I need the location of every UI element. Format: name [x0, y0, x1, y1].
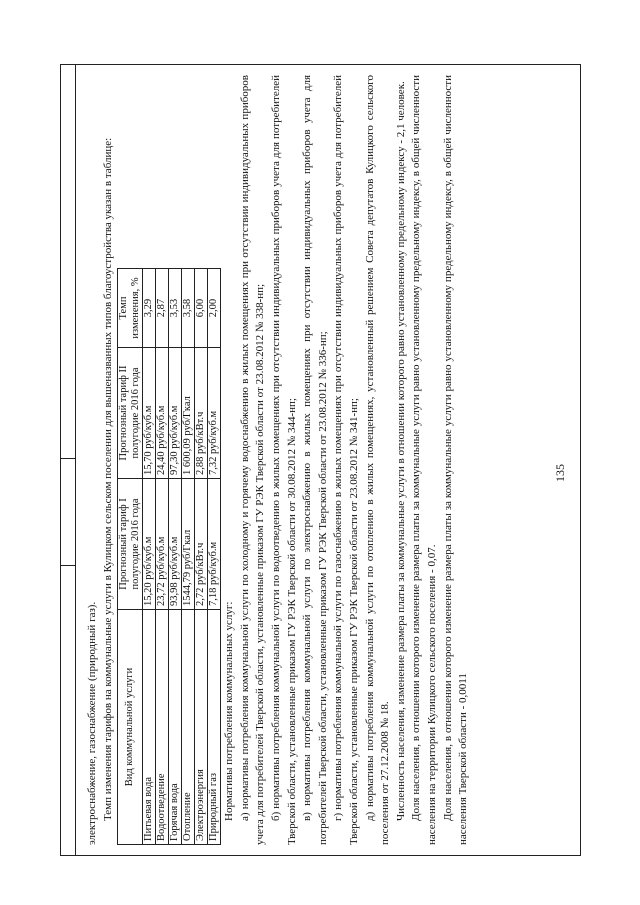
settlement-share-paragraph: Доля населения, в отношении которого изменение размера платы за коммунальные услуги равно установленному предельному индексу, в общей численности населения на территории Кулицкого сельского поселения - 0,07. — [410, 75, 438, 845]
frame-right-line — [580, 64, 581, 856]
table-row — [156, 269, 169, 845]
table-header-row — [118, 269, 143, 845]
norm-item-b: б) нормативы потребления коммунальной услуги по водоотведению в жилых помещениях при отсутствии индивидуальных приборов учета для потребителей Тверской области, установленные приказом ГУ РЭК Тверской области от 30.08.2012 № 344-нп; — [269, 75, 298, 845]
norms-title: Нормативы потребления коммунальных услуг: — [223, 601, 236, 821]
cell-change-rate: 3,53 — [169, 269, 182, 348]
column-header-tariff-h1: Прогнозный тариф I полугодие 2016 года — [118, 479, 143, 610]
cell-service: Водоотведение — [156, 610, 169, 845]
column-header-change-rate: Темп изменения, % — [118, 269, 143, 348]
column-header-service: Вид коммунальной услуги — [118, 610, 143, 845]
population-count-paragraph: Численность населения, изменение размера платы за коммунальные услуги в отношении которого равно установленному предельному индексу - 2,1 человек. — [394, 81, 407, 821]
page-number: 135 — [553, 464, 567, 482]
frame-margin-mark-2 — [60, 565, 75, 566]
frame-bottom-line — [60, 855, 580, 856]
body-text — [85, 75, 472, 845]
frame-margin-mark-1 — [60, 458, 75, 459]
cell-change-rate: 2,00 — [208, 269, 221, 348]
cell-tariff-h2: 97,30 руб/куб.м — [169, 348, 182, 479]
cell-change-rate: 3,29 — [143, 269, 156, 348]
table-row — [208, 269, 221, 845]
table-row — [195, 269, 208, 845]
intro-paragraph: электроснабжение, газоснабжение (природный газ). — [86, 601, 98, 845]
cell-service: Горячая вода — [169, 610, 182, 845]
cell-service: Природный газ — [208, 610, 221, 845]
norm-item-g: г) нормативы потребления коммунальной услуги по газоснабжению в жилых помещениях при отсутствии индивидуальных приборов учета для потребителей Тверской области, установленные приказом ГУ РЭК Тверской области от 23.08.2012 № 341-нп; — [332, 75, 360, 845]
frame-left-line — [60, 64, 61, 856]
cell-tariff-h2: 15,70 руб/куб.м — [143, 348, 156, 479]
region-share-paragraph: Доля населения, в отношении которого изменение размера платы за коммунальные услуги равно установленному предельному индексу, в общей численности населения Тверской области - 0,0011 — [441, 75, 470, 845]
tariff-table — [117, 268, 221, 845]
cell-tariff-h2: 24,40 руб/куб.м — [156, 348, 169, 479]
table-row — [143, 269, 156, 845]
cell-service: Электроэнергия — [195, 610, 208, 845]
cell-tariff-h1: 2,72 руб/кВт.ч — [195, 479, 208, 610]
cell-tariff-h2: 2,88 руб/кВт.ч — [195, 348, 208, 479]
norm-item-v: в) нормативы потребления коммунальной услуги по электроснабжению в жилых помещениях при отсутствии индивидуальных приборов учета для потребителей Тверской области, установленные приказом ГУ РЭК Тверской области от 23.08.2012 № 336-нп; — [301, 75, 329, 845]
table-row — [182, 269, 195, 845]
cell-tariff-h1: 23,72 руб/куб.м — [156, 479, 169, 610]
cell-tariff-h1: 7,18 руб/куб.м — [208, 479, 221, 610]
cell-tariff-h2: 1 600,09 руб/Гкал — [182, 348, 195, 479]
cell-tariff-h2: 7,32 руб/куб.м — [208, 348, 221, 479]
norm-item-a: а) нормативы потребления коммунальной услуги по холодному и горячему водоснабжению в жилых помещениях при отсутствии индивидуальных приборов учета для потребителей Тверской области, установленные приказом ГУ РЭК Тверской области от 23.08.2012 № 338-нп; — [238, 75, 267, 845]
cell-tariff-h1: 1544,79 руб/Гкал — [182, 479, 195, 610]
cell-service: Питьевая вода — [143, 610, 156, 845]
cell-tariff-h1: 15,20 руб/куб.м — [143, 479, 156, 610]
cell-tariff-h1: 93,98 руб/куб.м — [169, 479, 182, 610]
column-header-tariff-h2: Прогнозный тариф II полугодие 2016 года — [118, 348, 143, 479]
norm-item-d: д) нормативы потребления коммунальной услуги по отоплению в жилых помещениях, установленный решением Совета депутатов Кулицкого сельского поселения от 27.12.2008 № 18. — [363, 75, 392, 845]
rotated-content — [75, 64, 580, 855]
table-intro-paragraph: Темп изменения тарифов на коммунальные услуги в Кулицком сельском поселении для вышеназванных типов благоустройства указан в таблице: — [101, 137, 114, 821]
cell-change-rate: 3,58 — [182, 269, 195, 348]
table-row — [169, 269, 182, 845]
cell-change-rate: 6,00 — [195, 269, 208, 348]
cell-change-rate: 2,87 — [156, 269, 169, 348]
cell-service: Отопление — [182, 610, 195, 845]
